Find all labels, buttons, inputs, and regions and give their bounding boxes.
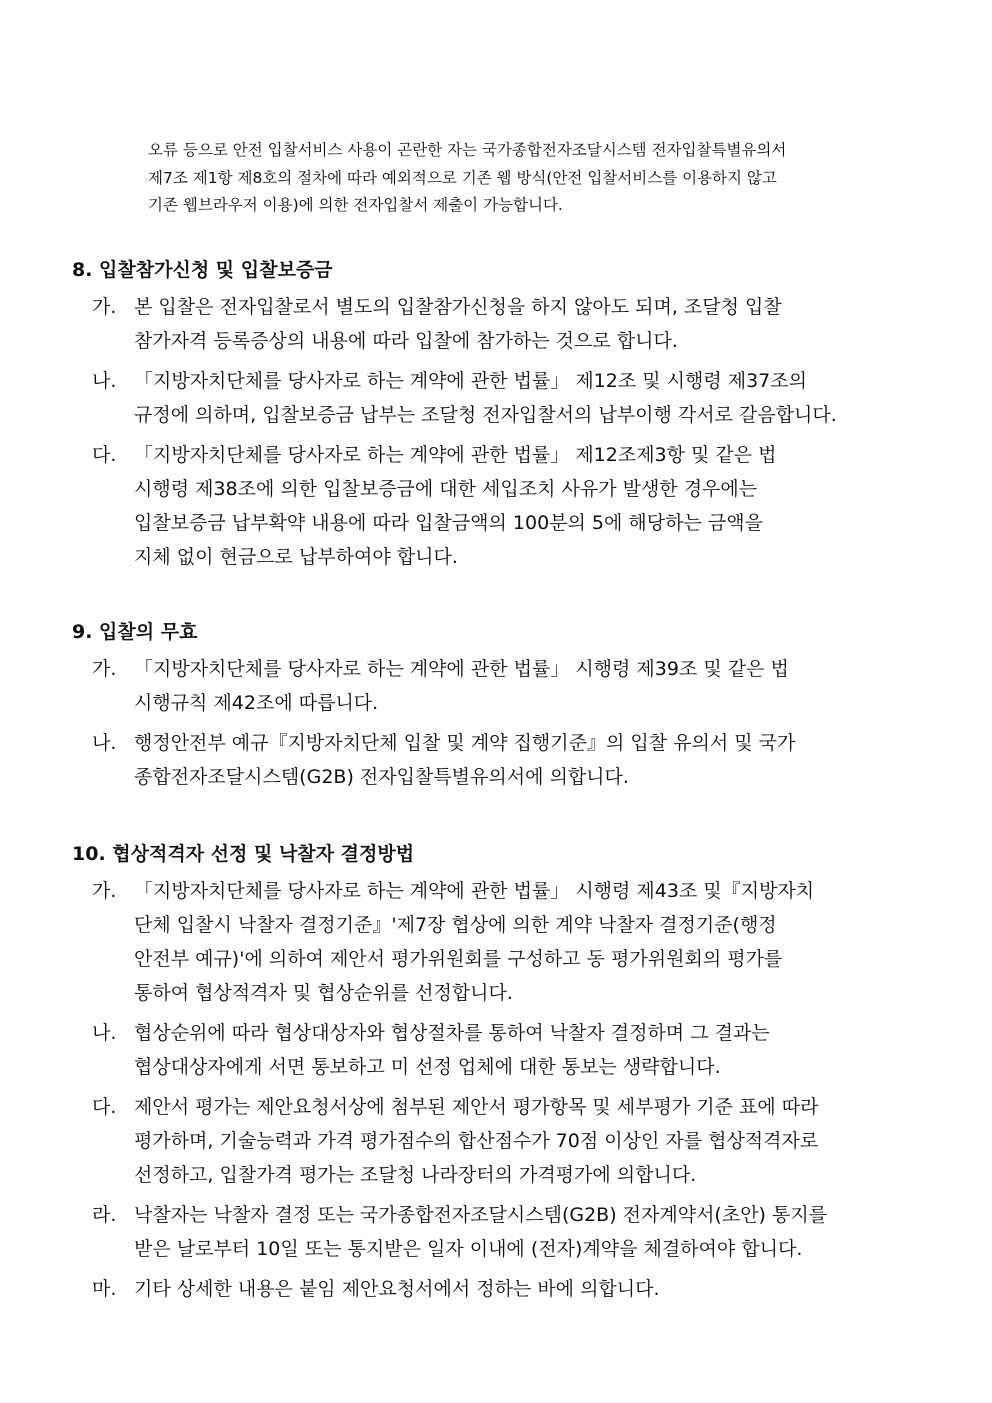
item-line: 종합전자조달시스템(G2B) 전자입찰특별유의서에 의합니다. — [134, 766, 629, 788]
item-line: 시행규칙 제42조에 따릅니다. — [134, 692, 379, 714]
item-line: 안전부 예규)'에 의하여 제안서 평가위원회를 구성하고 동 평가위원회의 평가를 — [134, 948, 783, 970]
item-line: 기타 상세한 내용은 붙임 제안요청서에서 정하는 바에 의합니다. — [134, 1278, 660, 1300]
intro-line: 제7조 제1항 제8호의 절차에 따라 예외적으로 기존 웹 방식(안전 입찰서비스를 이용하지 않고 — [148, 168, 777, 187]
item-marker: 가. — [92, 296, 117, 318]
item-line: 참가자격 등록증상의 내용에 따라 입찰에 참가하는 것으로 합니다. — [134, 330, 678, 352]
section-bid-application-deposit — [72, 256, 922, 574]
item-line: 통하여 협상적격자 및 협상순위를 선정합니다. — [134, 982, 513, 1004]
item-marker: 가. — [92, 658, 117, 680]
item-marker: 다. — [92, 1096, 117, 1118]
item-marker: 나. — [92, 1022, 117, 1044]
item-line: 「지방자치단체를 당사자로 하는 계약에 관한 법률」 시행령 제39조 및 같은 법 — [134, 658, 789, 680]
item-marker: 마. — [92, 1278, 117, 1300]
section-heading: 10. 협상적격자 선정 및 낙찰자 결정방법 — [72, 843, 415, 865]
item-line: 시행령 제38조에 의한 입찰보증금에 대한 세입조치 사유가 발생한 경우에는 — [134, 478, 758, 500]
section-heading: 8. 입찰참가신청 및 입찰보증금 — [72, 259, 333, 281]
item-line: 단체 입찰시 낙찰자 결정기준』'제7장 협상에 의한 계약 낙찰자 결정기준(행정 — [134, 914, 777, 936]
item-marker: 다. — [92, 444, 117, 466]
list-item — [72, 1272, 922, 1306]
list-item — [72, 290, 922, 358]
item-line: 「지방자치단체를 당사자로 하는 계약에 관한 법률」 제12조제3항 및 같은 법 — [134, 444, 777, 466]
list-item — [72, 726, 922, 794]
section-negotiation-award — [72, 840, 922, 1306]
section-bid-invalidity — [72, 618, 922, 794]
item-line: 선정하고, 입찰가격 평가는 조달청 나라장터의 가격평가에 의합니다. — [134, 1164, 697, 1186]
list-item — [72, 364, 922, 432]
intro-line: 오류 등으로 안전 입찰서비스 사용이 곤란한 자는 국가종합전자조달시스템 전자입찰특별유의서 — [148, 141, 787, 159]
item-marker: 가. — [92, 880, 117, 902]
item-line: 협상순위에 따라 협상대상자와 협상절차를 통하여 낙찰자 결정하며 그 결과는 — [134, 1022, 770, 1044]
item-line: 협상대상자에게 서면 통보하고 미 선정 업체에 대한 통보는 생략합니다. — [134, 1056, 721, 1078]
item-line: 행정안전부 예규『지방자치단체 입찰 및 계약 집행기준』의 입찰 유의서 및 국가 — [134, 732, 796, 754]
item-line: 규정에 의하며, 입찰보증금 납부는 조달청 전자입찰서의 납부이행 각서로 갈음합니다. — [134, 404, 837, 426]
item-line: 「지방자치단체를 당사자로 하는 계약에 관한 법률」 제12조 및 시행령 제37조의 — [134, 370, 807, 392]
list-item — [72, 438, 922, 574]
item-line: 낙찰자는 낙찰자 결정 또는 국가종합전자조달시스템(G2B) 전자계약서(초안) 통지를 — [134, 1204, 828, 1226]
item-line: 입찰보증금 납부확약 내용에 따라 입찰금액의 100분의 5에 해당하는 금액을 — [134, 512, 763, 534]
item-marker: 나. — [92, 370, 117, 392]
item-line: 「지방자치단체를 당사자로 하는 계약에 관한 법률」 시행령 제43조 및『지방자치 — [134, 880, 815, 902]
intro-paragraph — [148, 137, 920, 220]
list-item — [72, 1016, 922, 1084]
intro-line: 기존 웹브라우저 이용)에 의한 전자입찰서 제출이 가능합니다. — [148, 196, 563, 214]
item-line: 본 입찰은 전자입찰로서 별도의 입찰참가신청을 하지 않아도 되며, 조달청 입찰 — [134, 296, 782, 318]
item-marker: 라. — [92, 1204, 117, 1226]
item-marker: 나. — [92, 732, 117, 754]
item-line: 지체 없이 현금으로 납부하여야 합니다. — [134, 546, 458, 568]
item-line: 제안서 평가는 제안요청서상에 첨부된 제안서 평가항목 및 세부평가 기준 표에 따라 — [134, 1096, 819, 1118]
list-item — [72, 874, 922, 1010]
list-item — [72, 1090, 922, 1192]
list-item — [72, 1198, 922, 1266]
item-line: 받은 날로부터 10일 또는 통지받은 일자 이내에 (전자)계약을 체결하여야 합니다. — [134, 1238, 803, 1260]
item-line: 평가하며, 기술능력과 가격 평가점수의 합산점수가 70점 이상인 자를 협상적격자로 — [134, 1130, 819, 1152]
list-item — [72, 652, 922, 720]
section-heading: 9. 입찰의 무효 — [72, 621, 198, 643]
